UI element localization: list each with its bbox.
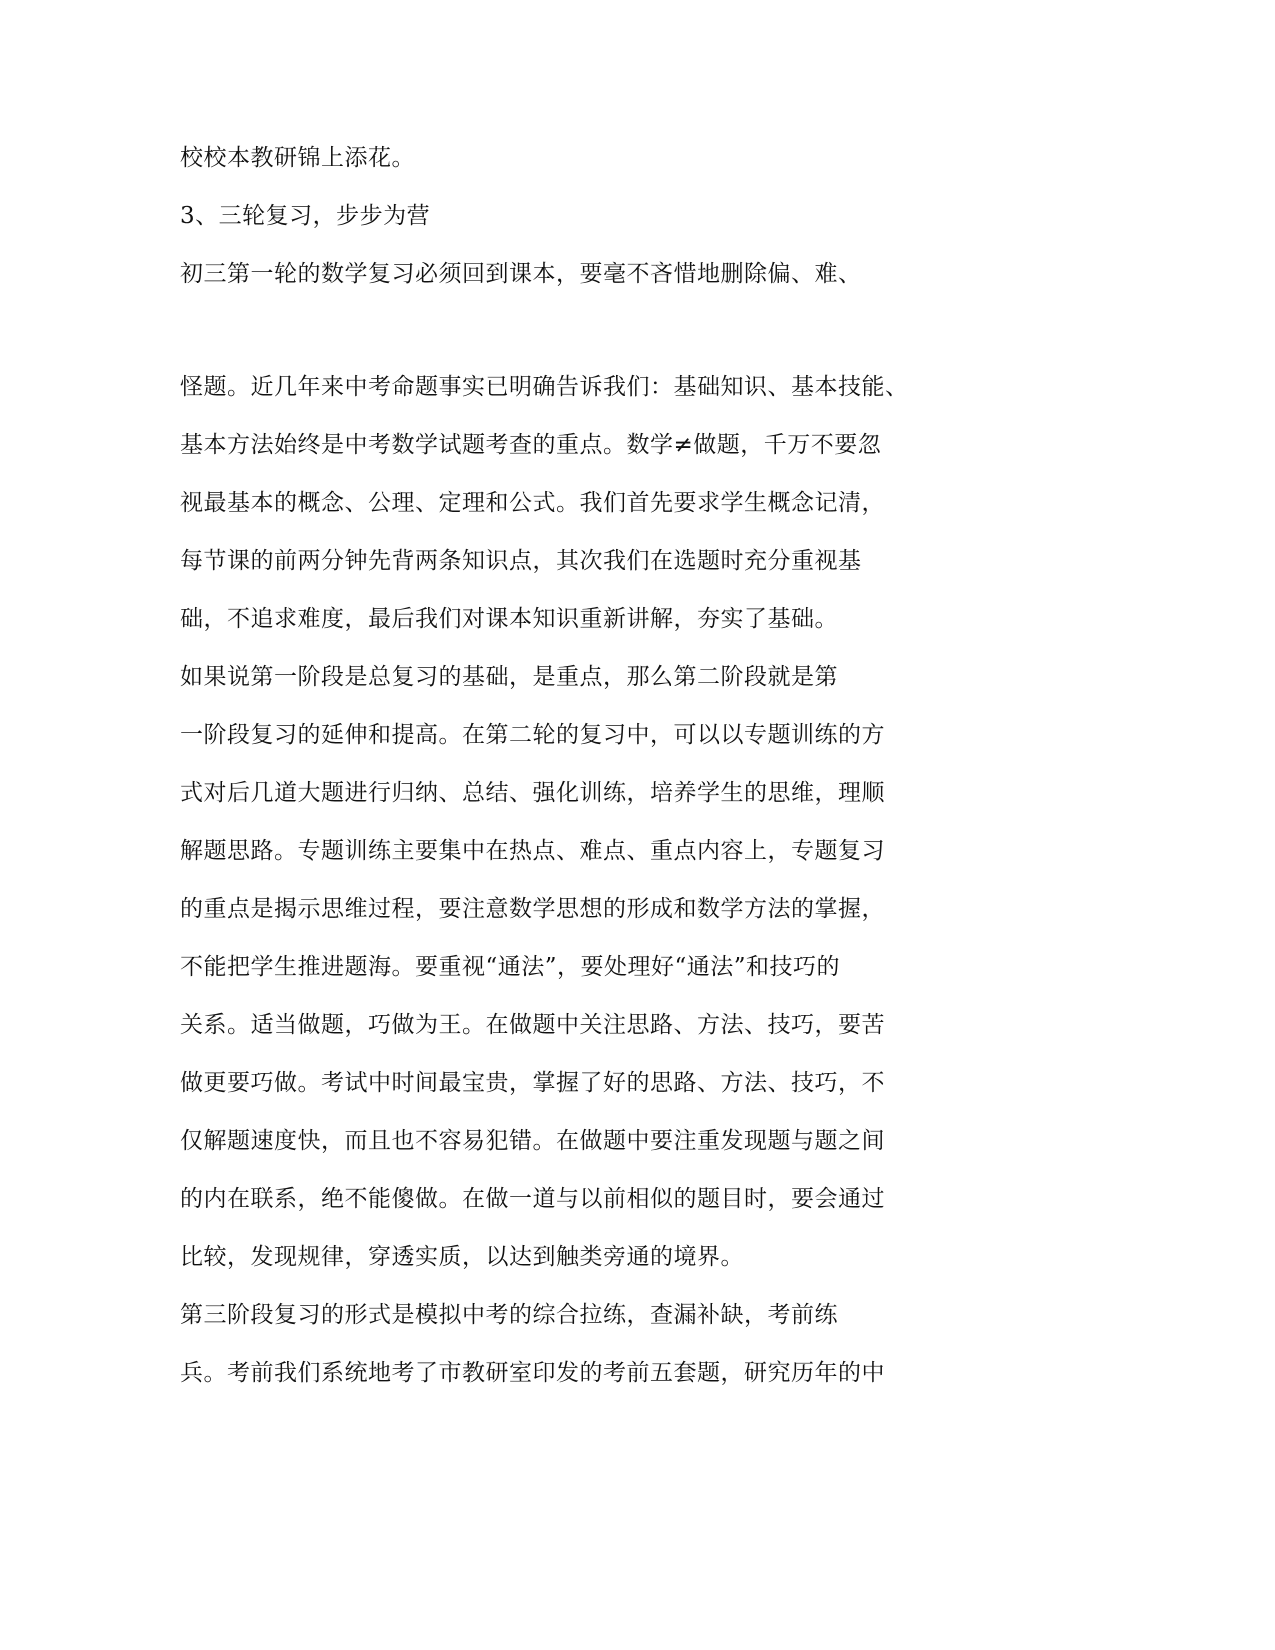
text-line: 关系。适当做题，巧做为王。在做题中关注思路、方法、技巧，要苦 bbox=[180, 1012, 885, 1038]
text-line: 不能把学生推进题海。要重视“通法”，要处理好“通法”和技巧的 bbox=[180, 954, 841, 980]
text-line: 如果说第一阶段是总复习的基础，是重点，那么第二阶段就是第 bbox=[180, 664, 838, 690]
text-line: 兵。考前我们系统地考了市教研室印发的考前五套题，研究历年的中 bbox=[180, 1360, 885, 1386]
text-line: 一阶段复习的延伸和提高。在第二轮的复习中，可以以专题训练的方 bbox=[180, 722, 885, 748]
text-line: 视最基本的概念、公理、定理和公式。我们首先要求学生概念记清， bbox=[180, 490, 885, 516]
text-line: 的内在联系，绝不能傻做。在做一道与以前相似的题目时，要会通过 bbox=[180, 1186, 885, 1212]
text-line: 每节课的前两分钟先背两条知识点，其次我们在选题时充分重视基 bbox=[180, 548, 862, 574]
text-line: 的重点是揭示思维过程，要注意数学思想的形成和数学方法的掌握， bbox=[180, 896, 885, 922]
text-line: 解题思路。专题训练主要集中在热点、难点、重点内容上，专题复习 bbox=[180, 838, 885, 864]
text-line: 校校本教研锦上添花。 bbox=[180, 145, 415, 171]
section-heading: 3、三轮复习，步步为营 bbox=[180, 203, 431, 229]
text-line: 做更要巧做。考试中时间最宝贵，掌握了好的思路、方法、技巧，不 bbox=[180, 1070, 885, 1096]
text-line: 仅解题速度快，而且也不容易犯错。在做题中要注重发现题与题之间 bbox=[180, 1128, 885, 1154]
text-line: 怪题。近几年来中考命题事实已明确告诉我们：基础知识、基本技能、 bbox=[180, 374, 909, 400]
text-line: 式对后几道大题进行归纳、总结、强化训练，培养学生的思维，理顺 bbox=[180, 780, 885, 806]
text-line: 比较，发现规律，穿透实质，以达到触类旁通的境界。 bbox=[180, 1244, 744, 1270]
text-line: 础，不追求难度，最后我们对课本知识重新讲解，夯实了基础。 bbox=[180, 606, 838, 632]
text-line: 初三第一轮的数学复习必须回到课本，要毫不吝惜地删除偏、难、 bbox=[180, 261, 862, 287]
text-line: 第三阶段复习的形式是模拟中考的综合拉练，查漏补缺，考前练 bbox=[180, 1302, 838, 1328]
text-line: 基本方法始终是中考数学试题考查的重点。数学≠做题，千万不要忽 bbox=[180, 432, 882, 458]
